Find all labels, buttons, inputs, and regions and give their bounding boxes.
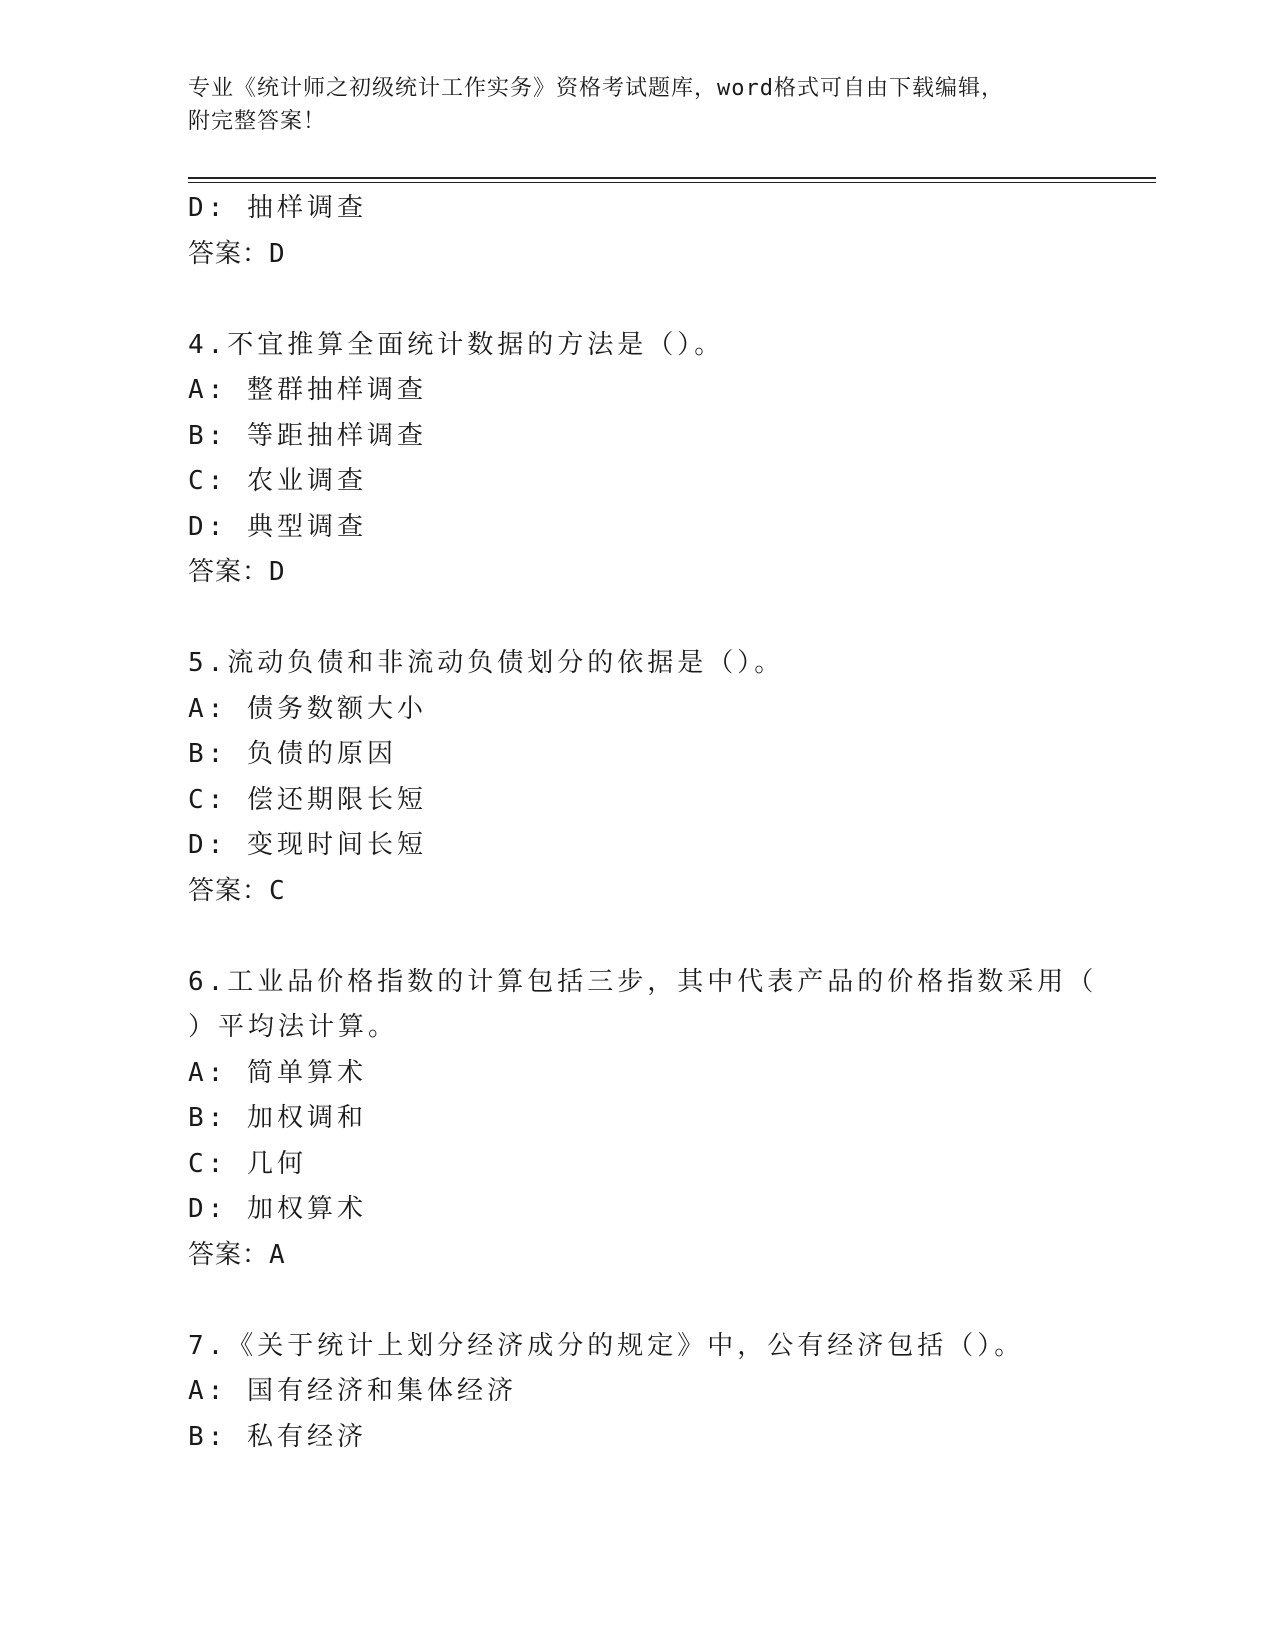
option-d: D: 典型调查 [188,511,367,542]
answer-line [188,232,1088,278]
answer-prefix: 答案： [188,875,270,906]
spacer [188,1278,1088,1324]
option-a: A: 债务数额大小 [188,693,427,724]
header-line-2: 附完整答案！ [188,109,327,134]
question-stem: 5.流动负债和非流动负债划分的依据是（）。 [188,648,785,678]
spacer [188,914,1088,960]
option-a: A: 国有经济和集体经济 [188,1376,517,1406]
spacer [188,596,1088,642]
question-stem-continued: ）平均法计算。 [188,1012,399,1042]
option-b: B: 等距抽样调查 [188,420,427,451]
question-list [188,186,1098,1460]
question-stem: 7.《关于统计上划分经济成分的规定》中，公有经济包括（）。 [188,1330,1025,1361]
question-stem: 4.不宜推算全面统计数据的方法是（）。 [188,329,725,360]
header-rule-thin [188,182,1156,183]
header-rule-thick [188,177,1156,179]
answer-prefix: 答案： [188,1239,270,1270]
option-a: A: 简单算术 [188,1057,367,1088]
option-b: B: 加权调和 [188,1103,367,1133]
answer-line [188,869,1088,915]
answer-value: D [269,557,286,587]
answer-value: A [269,1239,286,1270]
header-line-1: 专业《统计师之初级统计工作实务》资格考试题库，word格式可自由下载编辑， [188,76,1004,101]
document-header [188,72,1068,138]
option-b: B: 私有经济 [188,1421,367,1452]
answer-value: D [269,238,286,269]
option-c: C: 几何 [188,1148,307,1179]
option-c: C: 偿还期限长短 [188,784,427,815]
answer-prefix: 答案： [188,557,270,587]
answer-line [188,1233,1088,1279]
question-stem: 6.工业品价格指数的计算包括三步，其中代表产品的价格指数采用（ [188,966,1098,997]
answer-line [188,550,1088,596]
option-d: D: 变现时间长短 [188,830,427,860]
answer-value: C [269,875,286,906]
option-c: C: 农业调查 [188,466,367,496]
option-b: B: 负债的原因 [188,739,397,769]
option-d: D: 抽样调查 [188,193,367,223]
answer-prefix: 答案： [188,238,270,269]
spacer [188,277,1088,323]
option-a: A: 整群抽样调查 [188,375,427,405]
option-d: D: 加权算术 [188,1194,367,1224]
